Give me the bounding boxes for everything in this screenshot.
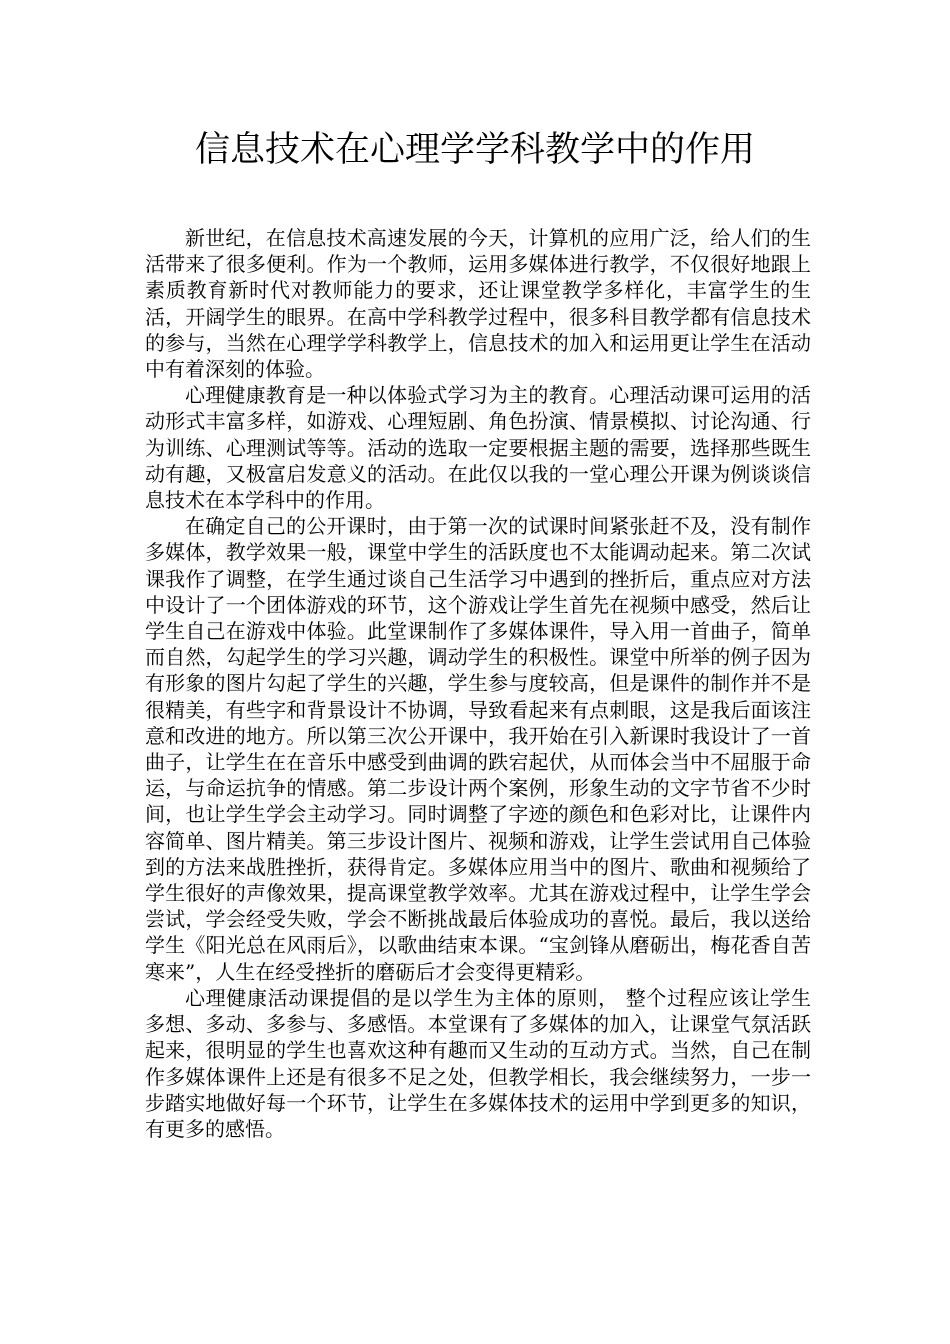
paragraph-3: 在确定自己的公开课时，由于第一次的试课时间紧张赶不及，没有制作多媒体，教学效果一般，课堂中学生的活跃度也不太能调动起来。第二次试课我作了调整，在学生通过谈自己生活学习中遇到的挫折后，重点应对方法中设计了一个团体游戏的环节，这个游戏让学生首先在视频中感受，然后让学生自己在游戏中体验。此堂课制作了多媒体课件，导入用一首曲子，简单而自然，勾起学生的学习兴趣，调动学生的积极性。课堂中所举的例子因为有形象的图片勾起了学生的兴趣，学生参与度较高，但是课件的制作并不是很精美，有些字和背景设计不协调，导致看起来有点刺眼，这是我后面该注意和改进的地方。所以第三次公开课中，我开始在引入新课时我设计了一首曲子，让学生在在音乐中感受到曲调的跌宕起伏，从而体会当中不屈服于命运，与命运抗争的情感。第二步设计两个案例，形象生动的文字节省不少时间，也让学生学会主动学习。同时调整了字迹的颜色和色彩对比，让课件内容简单、图片精美。第三步设计图片、视频和游戏，让学生尝试用自己体验到的方法来战胜挫折，获得肯定。多媒体应用当中的图片、歌曲和视频给了学生很好的声像效果，提高课堂教学效率。尤其在游戏过程中，让学生学会尝试，学会经受失败，学会不断挑战最后体验成功的喜悦。最后，我以送给学生《阳光总在风雨后》，以歌曲结束本课。“宝剑锋从磨砺出，梅花香自苦寒来”，人生在经受挫折的磨砺后才会变得更精彩。	[145, 514, 811, 984]
paragraph-4: 心理健康活动课提倡的是以学生为主体的原则， 整个过程应该让学生多想、多动、多参与、多感悟。本堂课有了多媒体的加入，让课堂气氛活跃起来，很明显的学生也喜欢这种有趣而又生动的互动方式。当然，自己在制作多媒体课件上还是有很多不足之处，但教学相长，我会继续努力，一步一步踏实地做好每一个环节，让学生在多媒体技术的运用中学到更多的知识，有更多的感悟。	[145, 985, 811, 1141]
paragraph-1: 新世纪，在信息技术高速发展的今天，计算机的应用广泛，给人们的生活带来了很多便利。作为一个教师，运用多媒体进行教学，不仅很好地跟上素质教育新时代对教师能力的要求，还让课堂教学多样化，丰富学生的生活，开阔学生的眼界。在高中学科教学过程中，很多科目教学都有信息技术的参与，当然在心理学学科教学上，信息技术的加入和运用更让学生在活动中有着深刻的体验。	[145, 226, 811, 382]
document-title: 信息技术在心理学学科教学中的作用	[194, 130, 755, 170]
paragraph-2: 心理健康教育是一种以体验式学习为主的教育。心理活动课可运用的活动形式丰富多样，如游戏、心理短剧、角色扮演、情景模拟、讨论沟通、行为训练、心理测试等等。活动的选取一定要根据主题的需要，选择那些既生动有趣，又极富启发意义的活动。在此仅以我的一堂心理公开课为例谈谈信息技术在本学科中的作用。	[145, 383, 811, 513]
document-body	[145, 225, 811, 1142]
